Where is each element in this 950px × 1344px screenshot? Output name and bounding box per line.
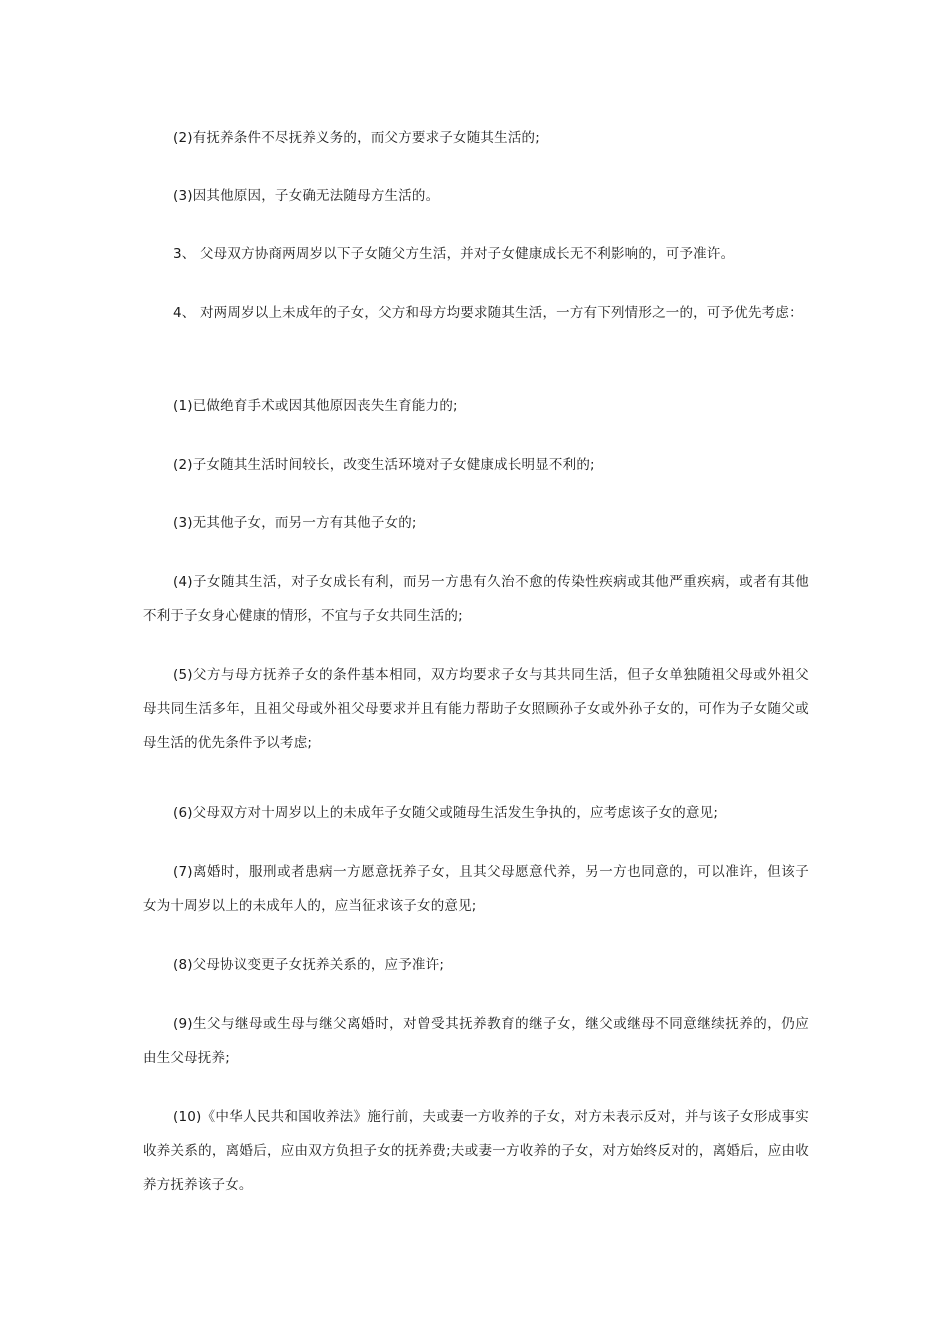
paragraph-7: (3)无其他子女，而另一方有其他子女的; [173, 515, 417, 531]
paragraph-10: (6)父母双方对十周岁以上的未成年子女随父或随母生活发生争执的，应考虑该子女的意见; [173, 805, 719, 821]
paragraph-1: (2)有抚养条件不尽抚养义务的，而父方要求子女随其生活的; [173, 130, 540, 146]
paragraph-6: (2)子女随其生活时间较长，改变生活环境对子女健康成长明显不利的; [173, 457, 595, 473]
paragraph-2: (3)因其他原因，子女确无法随母方生活的。 [173, 188, 440, 204]
paragraph-12: (8)父母协议变更子女抚养关系的，应予准许; [173, 957, 445, 973]
paragraph-4: 4、 对两周岁以上未成年的子女，父方和母方均要求随其生活，一方有下列情形之一的，可予优先考虑： [173, 305, 803, 321]
paragraph-11: (7)离婚时，服刑或者患病一方愿意抚养子女，且其父母愿意代养，另一方也同意的，可以准许，但该子女为十周岁以上的未成年人的，应当征求该子女的意见; [143, 864, 809, 914]
paragraph-8: (4)子女随其生活，对子女成长有利，而另一方患有久治不愈的传染性疾病或其他严重疾病，或者有其他不利于子女身心健康的情形，不宜与子女共同生活的; [143, 574, 809, 624]
paragraph-14: (10)《中华人民共和国收养法》施行前，夫或妻一方收养的子女，对方未表示反对，并与该子女形成事实收养关系的，离婚后，应由双方负担子女的抚养费;夫或妻一方收养的子女，对方始终反对的，离婚后，应由收养方抚养该子女。 [143, 1109, 809, 1193]
paragraph-5: (1)已做绝育手术或因其他原因丧失生育能力的; [173, 398, 458, 414]
paragraph-13: (9)生父与继母或生母与继父离婚时，对曾受其抚养教育的继子女，继父或继母不同意继续抚养的，仍应由生父母抚养; [143, 1016, 809, 1066]
paragraph-3: 3、 父母双方协商两周岁以下子女随父方生活，并对子女健康成长无不利影响的，可予准许。 [173, 246, 735, 262]
paragraph-9: (5)父方与母方抚养子女的条件基本相同，双方均要求子女与其共同生活，但子女单独随祖父母或外祖父母共同生活多年，且祖父母或外祖父母要求并且有能力帮助子女照顾孙子女或外孙子女的，可作为子女随父或母生活的优先条件予以考虑; [143, 667, 809, 751]
